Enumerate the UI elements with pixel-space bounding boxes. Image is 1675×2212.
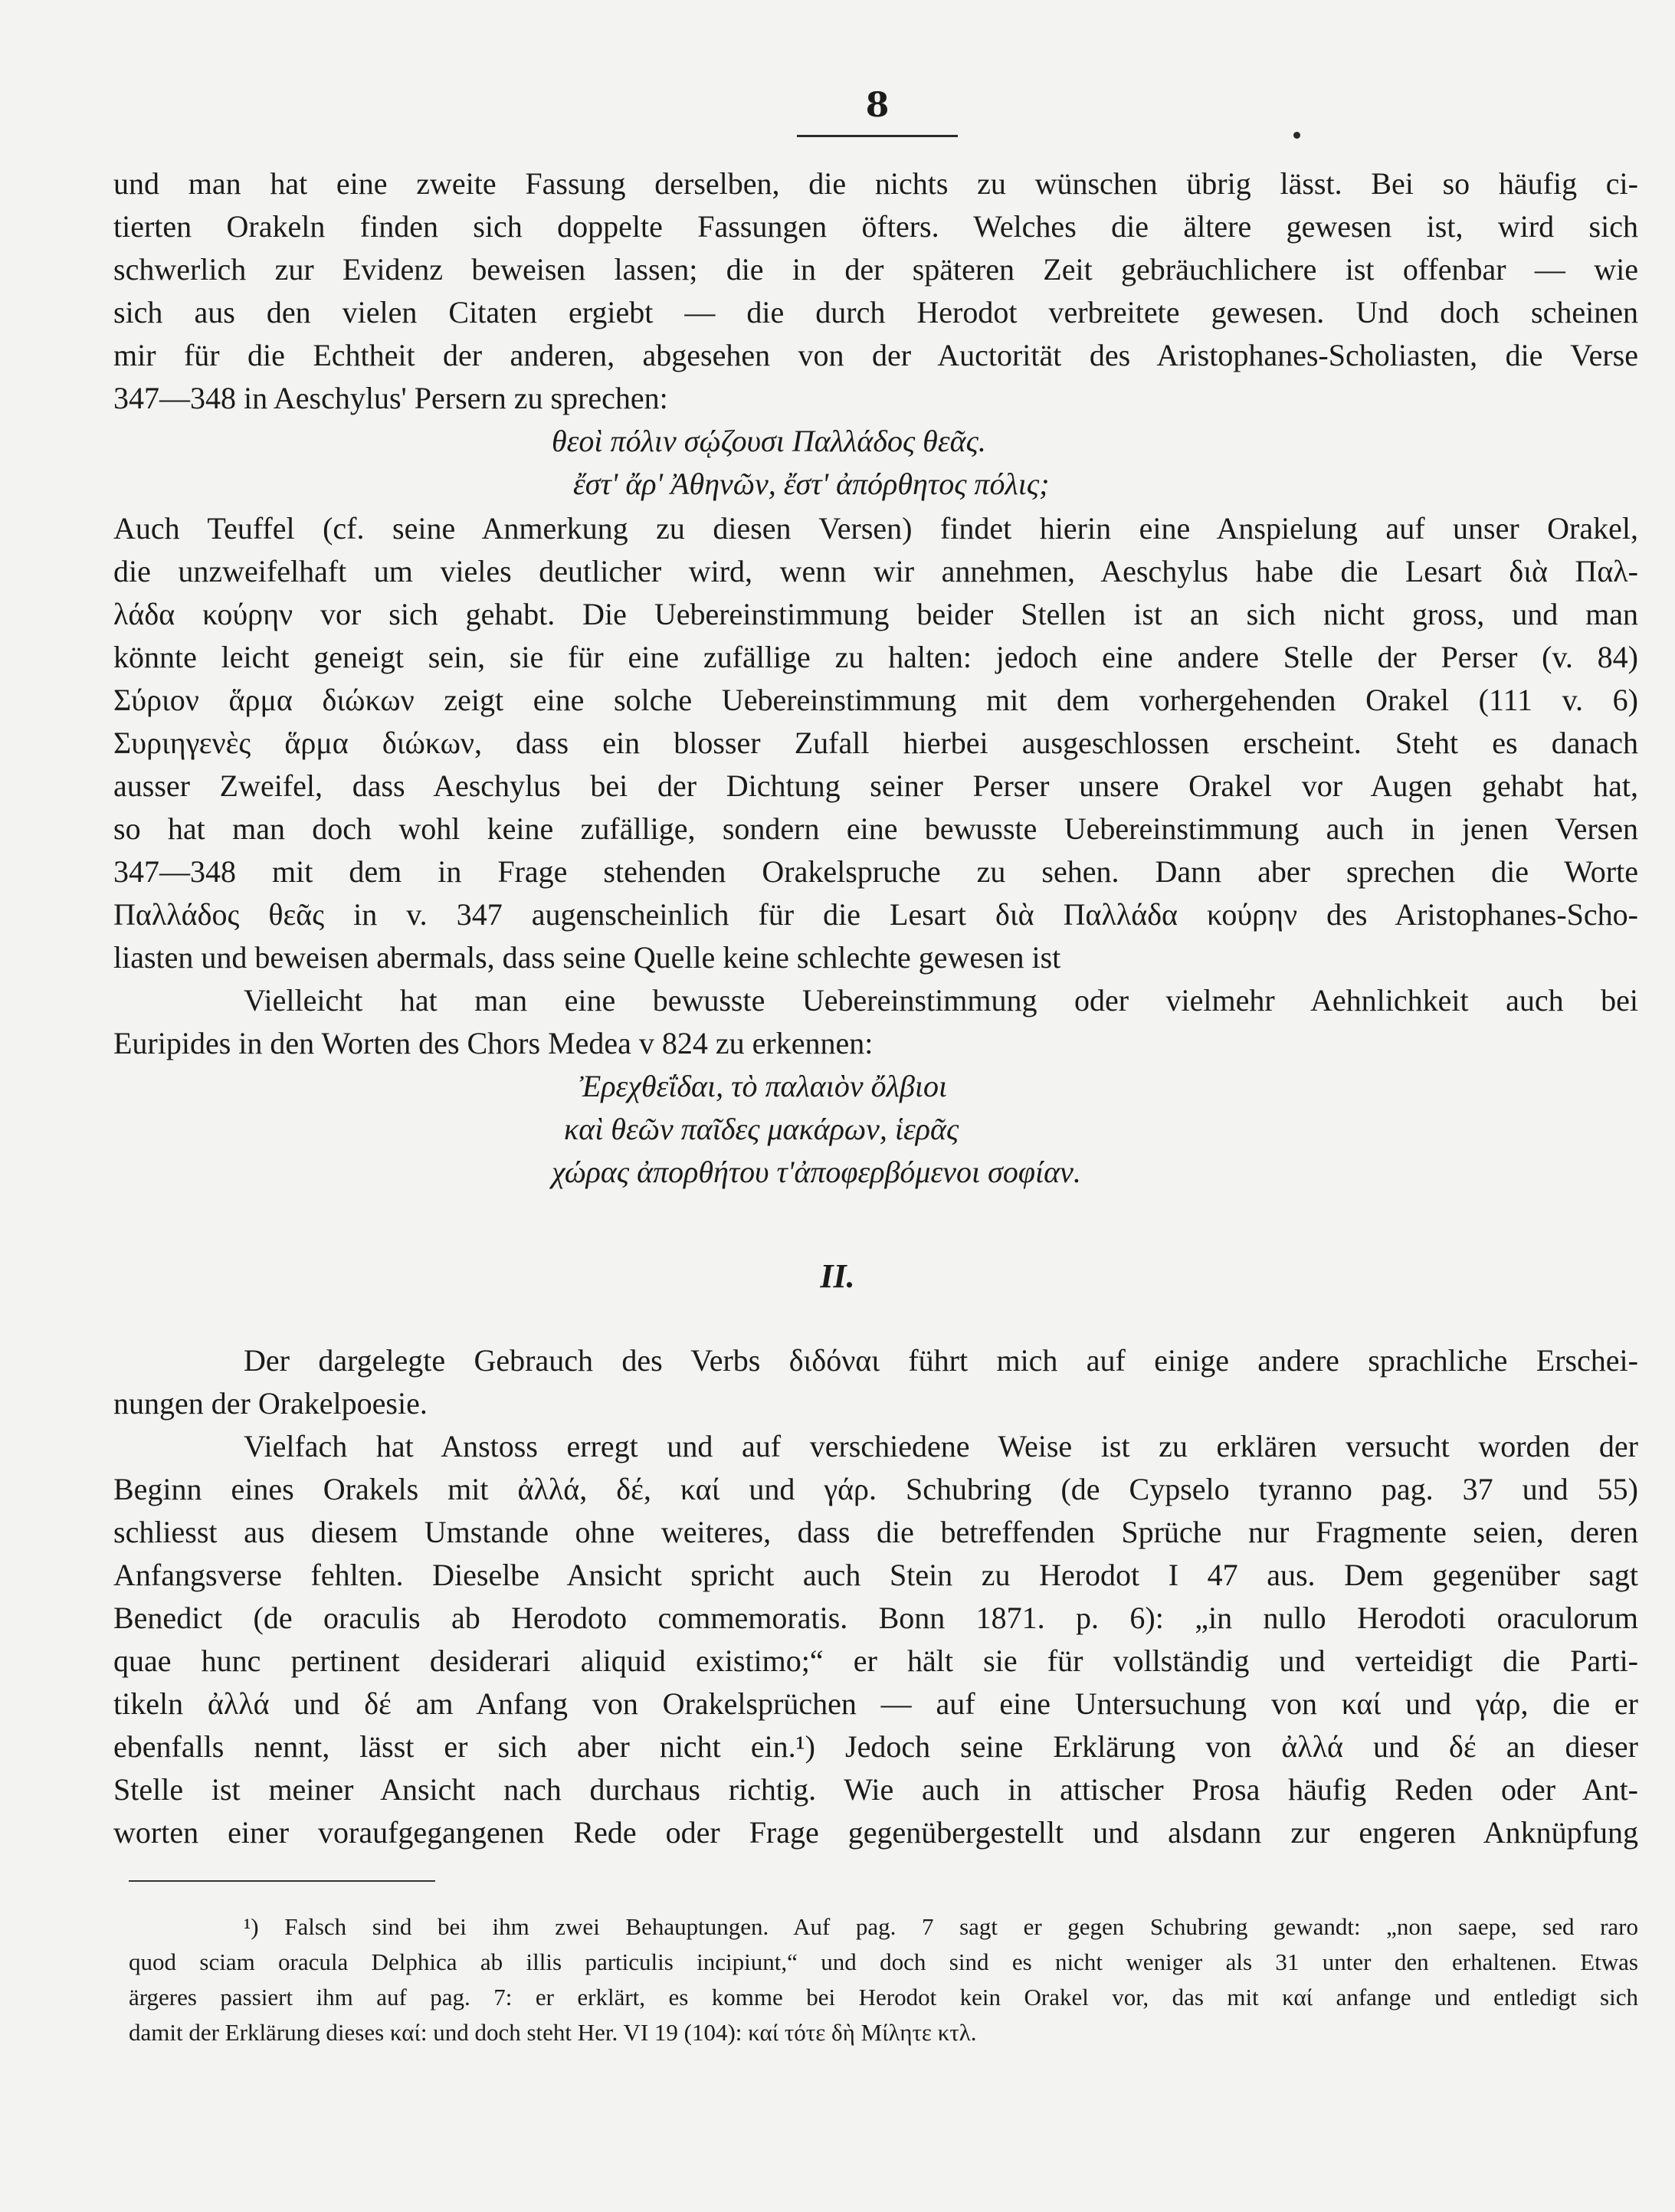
verse-quote-euripides [552,1065,1548,1194]
text-line: Σύριον ἅρμα διώκων zeigt eine solche Uebereinstimmung mit dem vorhergehenden Orakel (111 v. 6) [113,683,1638,717]
text-line: λάδα κούρην vor sich gehabt. Die Uebereinstimmung beider Stellen ist an sich nicht gross, und man [113,597,1638,631]
text-line: Stelle ist meiner Ansicht nach durchaus richtig. Wie auch in attischer Prosa häufig Reden oder Ant- [113,1772,1638,1807]
footnote-line: ärgeres passiert ihm auf pag. 7: er erklärt, es komme bei Herodot kein Orakel vor, das mit καί anfange und entledigt sich [129,1984,1638,2010]
text-line: schliesst aus diesem Umstande ohne weiteres, dass die betreffenden Sprüche nur Fragmente seien, deren [113,1515,1638,1549]
text-line: worten einer voraufgegangenen Rede oder Frage gegenübergestellt und alsdann zur engeren Anknüpfung [113,1815,1638,1850]
header-rule [797,135,958,137]
print-speck [1293,132,1300,139]
section-heading: II. [820,1257,855,1295]
text-line: Der dargelegte Gebrauch des Verbs διδόναι führt mich auf einige andere sprachliche Erschei- [244,1343,1638,1378]
text-line: so hat man doch wohl keine zufällige, sondern eine bewusste Uebereinstimmung auch in jenen Versen [113,811,1638,846]
text-line: Παλλάδος θεᾶς in v. 347 augenscheinlich für die Lesart διὰ Παλλάδα κούρην des Aristophanes-Scho- [113,897,1638,932]
paragraph-3 [113,979,1638,1065]
text-line: Vielleicht hat man eine bewusste Uebereinstimmung oder vielmehr Aehnlichkeit auch bei [244,983,1638,1018]
verse-line: καὶ θεῶν παῖδες μακάρων, ἱερᾶς [564,1112,959,1146]
text-line: Anfangsverse fehlten. Dieselbe Ansicht spricht auch Stein zu Herodot I 47 aus. Dem gegenüber sagt [113,1558,1638,1592]
footnote-line: ¹) Falsch sind bei ihm zwei Behauptungen. Auf pag. 7 sagt er gegen Schubring gewandt: „non saepe, sed raro [244,1913,1638,1940]
page-number: 8 [865,86,890,125]
text-line: liasten und beweisen abermals, dass seine Quelle keine schlechte gewesen ist [113,940,1061,975]
text-line: 347—348 in Aeschylus' Persern zu sprechen: [113,381,668,415]
text-line: sich aus den vielen Citaten ergiebt — die durch Herodot verbreitete gewesen. Und doch scheinen [113,295,1638,329]
text-line: Beginn eines Orakels mit ἀλλά, δέ, καί und γάρ. Schubring (de Cypselo tyranno pag. 37 und 55) [113,1472,1638,1506]
footnote-rule [129,1880,435,1882]
text-line: Vielfach hat Anstoss erregt und auf verschiedene Weise ist zu erklären versucht worden der [244,1429,1638,1463]
text-line: Συριηγενὲς ἅρμα διώκων, dass ein blosser Zufall hierbei ausgeschlossen erscheint. Steht es danach [113,726,1638,760]
footnote-line: quod sciam oracula Delphica ab illis particulis incipiunt,“ und doch sind es nicht weniger als 31 unter den erhaltenen. Etwas [129,1948,1638,1975]
text-line: 347—348 mit dem in Frage stehenden Orakelspruche zu sehen. Dann aber sprechen die Worte [113,854,1638,889]
text-line: ausser Zweifel, dass Aeschylus bei der Dichtung seiner Perser unsere Orakel vor Augen gehabt hat, [113,768,1638,803]
text-line: ebenfalls nennt, lässt er sich aber nicht ein.¹) Jedoch seine Erklärung von ἀλλά und δέ an dieser [113,1729,1638,1764]
verse-line: θεοὶ πόλιν σῴζουσι Παλλάδος θεᾶς. [552,424,986,458]
text-line: könnte leicht geneigt sein, sie für eine zufällige zu halten: jedoch eine andere Stelle der Perser (v. 84) [113,640,1638,674]
paragraph-4 [113,1339,1638,1425]
text-line: nungen der Orakelpoesie. [113,1386,428,1421]
paragraph-5 [113,1425,1638,1854]
text-line: tierten Orakeln finden sich doppelte Fassungen öfters. Welches die ältere gewesen ist, wird sich [113,209,1638,244]
paragraph-2 [113,507,1638,979]
paragraph-1 [113,162,1638,420]
text-line: die unzweifelhaft um vieles deutlicher wird, wenn wir annehmen, Aeschylus habe die Lesart διὰ Παλ- [113,554,1638,588]
text-line: quae hunc pertinent desiderari aliquid existimo;“ er hält sie für vollständig und verteidigt die Parti- [113,1643,1638,1678]
text-line: Auch Teuffel (cf. seine Anmerkung zu diesen Versen) findet hierin eine Anspielung auf unser Orakel, [113,511,1638,546]
text-line: und man hat eine zweite Fassung derselben, die nichts zu wünschen übrig lässt. Bei so häufig ci- [113,166,1638,201]
text-line: mir für die Echtheit der anderen, abgesehen von der Auctorität des Aristophanes-Scholiasten, die Verse [113,338,1638,372]
text-line: schwerlich zur Evidenz beweisen lassen; die in der späteren Zeit gebräuchlichere ist offenbar — wie [113,252,1638,287]
footnote-line: damit der Erklärung dieses καί: und doch steht Her. VI 19 (104): καί τότε δὴ Μίλητε κτλ. [129,2019,977,2046]
verse-line: ἔστ' ἄρ' Ἀθηνῶν, ἔστ' ἀπόρθητος πόλις; [573,467,1050,501]
text-line: Benedict (de oraculis ab Herodoto commemoratis. Bonn 1871. p. 6): „in nullo Herodoti oraculorum [113,1601,1638,1635]
text-line: Euripides in den Worten des Chors Medea v 824 zu erkennen: [113,1026,874,1060]
verse-quote-aeschylus [552,420,1471,506]
verse-line: Ἐρεχθεΐδαι, τὸ παλαιὸν ὄλβιοι [579,1069,948,1103]
text-line: tikeln ἀλλά und δέ am Anfang von Orakelsprüchen — auf eine Untersuchung von καί und γάρ, die er [113,1686,1638,1721]
footnote [129,1909,1638,2050]
verse-line: χώρας ἀπορθήτου τ'ἀποφερβόμενοι σοφίαν. [552,1155,1081,1189]
